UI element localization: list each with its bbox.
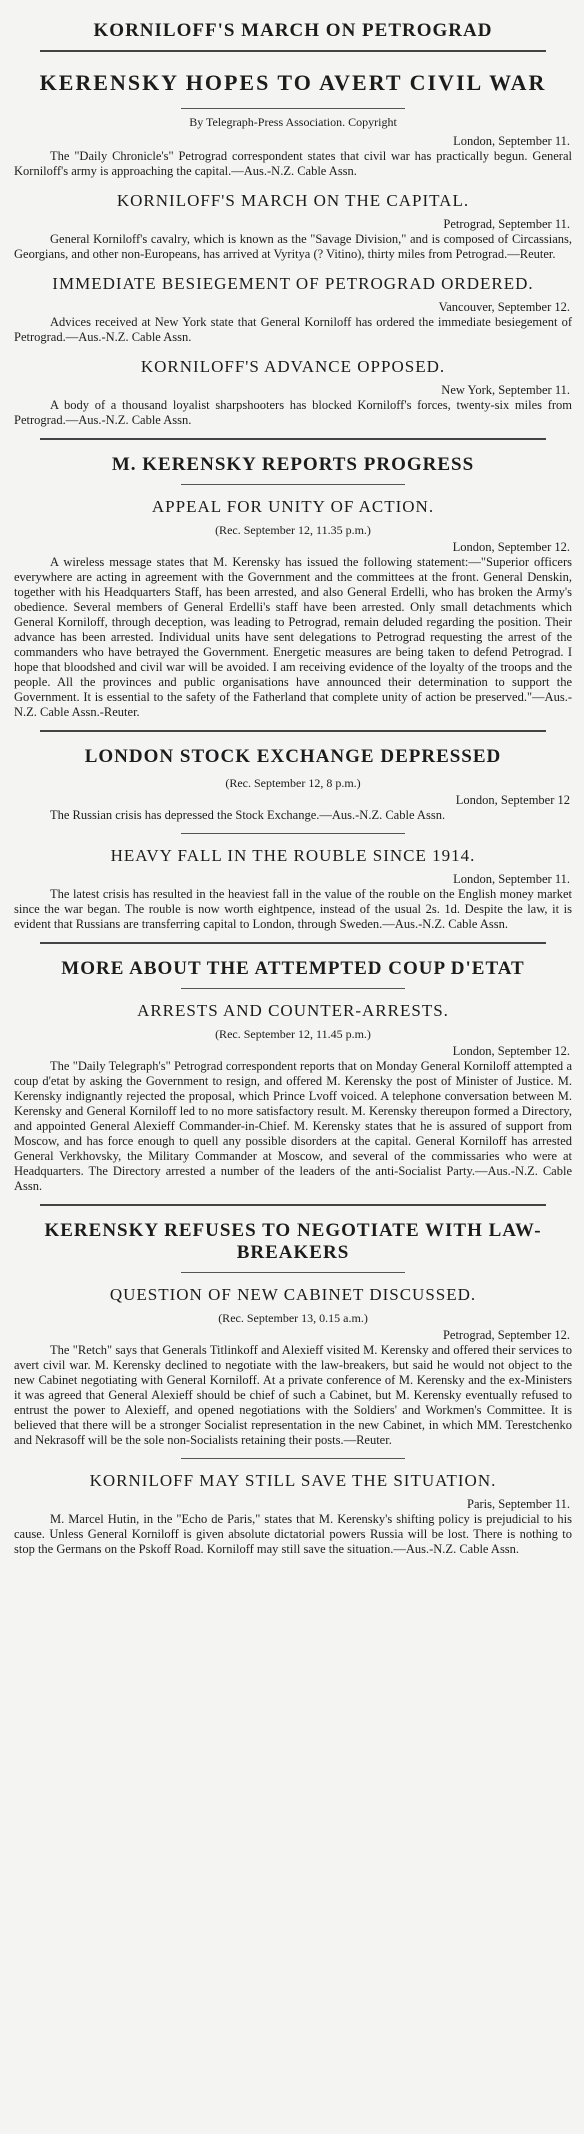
divider	[181, 988, 406, 989]
dateline: New York, September 11.	[441, 383, 570, 397]
dateline: Petrograd, September 12.	[442, 1328, 570, 1342]
dateline: Vancouver, September 12.	[438, 300, 570, 314]
divider	[40, 438, 546, 440]
divider	[40, 730, 546, 732]
divider	[181, 1458, 406, 1459]
article-body: General Korniloff's cavalry, which is known as the "Savage Division," and is composed of Circassians, Georgians, and other non-Europeans, has arrived at Vyritya (? Vitino), thirty miles from Petrograd.—Reuter.	[14, 232, 572, 261]
article-korniloff-march	[12, 20, 574, 179]
subheadline: KERENSKY HOPES TO AVERT CIVIL WAR	[39, 70, 547, 95]
article-body: The "Daily Chronicle's" Petrograd correspondent states that civil war has practically begun. General Korniloff's army is approaching the capital.—Aus.-N.Z. Cable Assn.	[14, 149, 572, 178]
divider	[181, 484, 406, 485]
headline: LONDON STOCK EXCHANGE DEPRESSED	[84, 746, 502, 767]
dateline: London, September 12	[455, 793, 570, 807]
article-march-on-capital	[12, 191, 574, 262]
article-refuses-negotiate	[12, 1220, 574, 1448]
article-body: The "Retch" says that Generals Titlinkoff and Alexieff visited M. Kerensky and offered their services to avert civil war. M. Kerensky declined to negotiate with the law-breakers, but said he would not object to the new Cabinet negotiating with General Korniloff. At a private conference of M. Kerensky and the ex-Ministers it was agreed that General Alexieff should be chief of such a Cabinet, but M. Kerensky eventually refused to entrust the power to Alexieff, and opened negotiations with the Soldiers' and Workmen's Committee. It is believed that there will be a stronger Socialist representation in the new Cabinet, in which MM. Terestchenko and Nekrasoff will be the sole non-Socialists retaining their posts.—Reuter.	[14, 1343, 572, 1447]
article-body: A wireless message states that M. Kerensky has issued the following statement:—"Superior officers everywhere are acting in agreement with the Government and the committees at the front. General Denskin, together with his Headquarters Staff, has been arrested, and also General Erdelli, who has broken the Army's obedience. Several members of General Erdelli's staff have been arrested. Only small detachments which General Korniloff, through deception, was leading to Petrograd, remain deluded regarding the position. Their advance has been arrested. Individual units have sent delegations to Petrograd requesting the arrest of the commanders who have betrayed the Government. Energetic measures are being taken to defend Petrograd. I hope that bloodshed and civil war will be avoided. I am receiving evidence of the loyalty of the troops and the people. All the provinces and public organisations have announced their determination to support the Government. It is essential to the safety of the Fatherland that complete unity of action be preserved."—Aus.-N.Z. Cable Assn.-Reuter.	[14, 555, 572, 719]
divider	[181, 1272, 406, 1273]
article-rouble-fall	[12, 846, 574, 932]
dateline: London, September 12.	[452, 1044, 570, 1058]
received-line: (Rec. September 12, 8 p.m.)	[225, 776, 361, 790]
headline: M. KERENSKY REPORTS PROGRESS	[111, 454, 475, 475]
received-line: (Rec. September 13, 0.15 a.m.)	[218, 1311, 368, 1325]
divider	[40, 942, 546, 944]
received-line: (Rec. September 12, 11.45 p.m.)	[215, 1027, 371, 1041]
article-save-situation	[12, 1471, 574, 1557]
divider	[181, 108, 406, 109]
subheadline: APPEAL FOR UNITY OF ACTION.	[151, 497, 435, 516]
headline: KORNILOFF'S MARCH ON PETROGRAD	[93, 20, 493, 41]
headline: MORE ABOUT THE ATTEMPTED COUP D'ETAT	[61, 958, 525, 979]
divider	[40, 50, 546, 52]
subheadline: QUESTION OF NEW CABINET DISCUSSED.	[109, 1285, 477, 1304]
article-body: A body of a thousand loyalist sharpshooters has blocked Korniloff's forces, twenty-six miles from Petrograd.—Aus.-N.Z. Cable Assn.	[14, 398, 572, 427]
headline: KORNILOFF'S MARCH ON THE CAPITAL.	[116, 191, 470, 210]
subheadline: ARRESTS AND COUNTER-ARRESTS.	[137, 1001, 449, 1020]
dateline: Petrograd, September 11.	[443, 217, 570, 231]
article-besiegement	[12, 274, 574, 345]
divider	[181, 833, 406, 834]
dateline: London, September 11.	[453, 134, 570, 148]
headline: KERENSKY REFUSES TO NEGOTIATE WITH LAW-BREAKERS	[44, 1220, 542, 1263]
dateline: London, September 11.	[453, 872, 570, 886]
dateline: Paris, September 11.	[467, 1497, 570, 1511]
received-line: (Rec. September 12, 11.35 p.m.)	[215, 523, 371, 537]
article-body: Advices received at New York state that General Korniloff has ordered the immediate besiegement of Petrograd.—Aus.-N.Z. Cable Assn.	[14, 315, 572, 344]
article-advance-opposed	[12, 357, 574, 428]
headline: IMMEDIATE BESIEGEMENT OF PETROGRAD ORDERED.	[52, 274, 534, 293]
article-body: The "Daily Telegraph's" Petrograd correspondent reports that on Monday General Korniloff attempted a coup d'etat by asking the Government to resign, and offered M. Kerensky the post of Minister of Justice. M. Kerensky indignantly rejected the proposal, which Prince Lvoff voiced. A telephone conversation between M. Kerensky and General Korniloff led to no more satisfactory result. M. Kerensky thereupon formed a Directory, and appointed General Alexieff Commander-in-Chief. M. Kerensky states that he is assured of support from Moscow, and has force enough to quell any possible disorders at the capital. General Korniloff has arrested General Verkhovsky, the Military Commander at Moscow, and several of the commissaries who were at Headquarters. The Directory arrested a number of the leaders of the anti-Socialist Party.—Aus.-N.Z. Cable Assn.	[14, 1059, 572, 1193]
headline: KORNILOFF'S ADVANCE OPPOSED.	[140, 357, 446, 376]
article-body: M. Marcel Hutin, in the "Echo de Paris," states that M. Kerensky's shifting policy is prejudicial to his cause. Unless General Korniloff is given absolute dictatorial powers Russia will be lost. There is nothing to stop the Germans on the Pskoff Road. Korniloff may still save the situation.—Aus.-N.Z. Cable Assn.	[14, 1512, 572, 1556]
dateline: London, September 12.	[452, 540, 570, 554]
headline: KORNILOFF MAY STILL SAVE THE SITUATION.	[89, 1471, 497, 1490]
byline: By Telegraph-Press Association. Copyright	[189, 115, 397, 129]
article-kerensky-progress	[12, 454, 574, 720]
headline: HEAVY FALL IN THE ROUBLE SINCE 1914.	[110, 846, 476, 865]
article-body: The latest crisis has resulted in the heaviest fall in the value of the rouble on the English money market since the war began. The rouble is now worth eightpence, instead of the usual 2s. 1d. Despite the law, it is evident that Russians are transferring capital to London, through Sweden.—Aus.-N.Z. Cable Assn.	[14, 887, 572, 931]
article-body: The Russian crisis has depressed the Stock Exchange.—Aus.-N.Z. Cable Assn.	[50, 808, 446, 822]
divider	[40, 1204, 546, 1206]
article-stock-exchange	[12, 746, 574, 823]
article-coup-detat	[12, 958, 574, 1194]
